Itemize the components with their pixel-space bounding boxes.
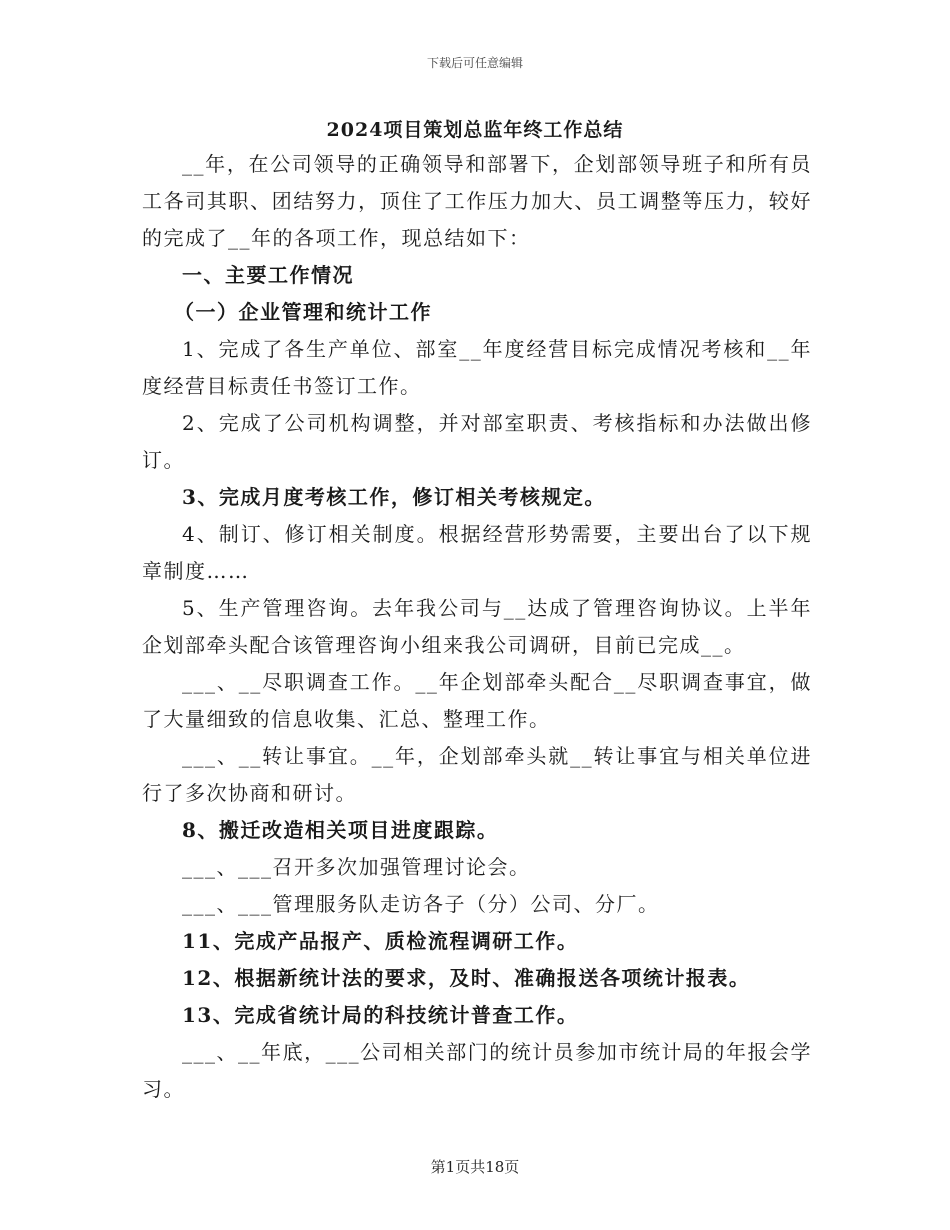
paragraph-item: 8、搬迁改造相关项目进度跟踪。: [182, 818, 499, 842]
paragraph-item: 2、完成了公司机构调整，并对部室职责、考核指标和办法做出修订。: [142, 411, 812, 472]
paragraph-item: ___、__年底，___公司相关部门的统计员参加市统计局的年报会学习。: [142, 1040, 812, 1101]
paragraph-item: 12、根据新统计法的要求，及时、准确报送各项统计报表。: [182, 966, 751, 990]
paragraph-item: 13、完成省统计局的科技统计普查工作。: [182, 1003, 579, 1027]
paragraph-item: 4、制订、修订相关制度。根据经营形势需要，主要出台了以下规章制度……: [142, 522, 812, 583]
paragraph-item: 5、生产管理咨询。去年我公司与__达成了管理咨询协议。上半年企划部牵头配合该管理咨询小组来我公司调研，目前已完成__。: [142, 596, 812, 657]
paragraph-item: ___、___管理服务队走访各子（分）公司、分厂。: [182, 892, 660, 916]
section-heading: 一、主要工作情况: [182, 263, 354, 287]
document-body: [142, 146, 812, 1108]
paragraph-item: 3、完成月度考核工作，修订相关考核规定。: [182, 485, 606, 509]
paragraph-item: 1、完成了各生产单位、部室__年度经营目标完成情况考核和__年度经营目标责任书签订工作。: [142, 337, 812, 398]
subsection-heading: （一）企业管理和统计工作: [174, 300, 432, 324]
paragraph-intro: __年，在公司领导的正确领导和部署下，企划部领导班子和所有员工各司其职、团结努力，顶住了工作压力加大、员工调整等压力，较好的完成了__年的各项工作，现总结如下：: [142, 152, 812, 250]
paragraph-item: ___、__转让事宜。__年，企划部牵头就__转让事宜与相关单位进行了多次协商和研讨。: [142, 744, 812, 805]
paragraph-item: 11、完成产品报产、质检流程调研工作。: [182, 929, 579, 953]
page-footer: 第1页共18页: [430, 1158, 520, 1176]
document-title: 2024项目策划总监年终工作总结: [326, 119, 624, 141]
paragraph-item: ___、__尽职调查工作。__年企划部牵头配合__尽职调查事宜，做了大量细致的信息收集、汇总、整理工作。: [142, 670, 812, 731]
header-note: 下载后可任意编辑: [426, 56, 523, 70]
paragraph-item: ___、___召开多次加强管理讨论会。: [182, 855, 531, 879]
